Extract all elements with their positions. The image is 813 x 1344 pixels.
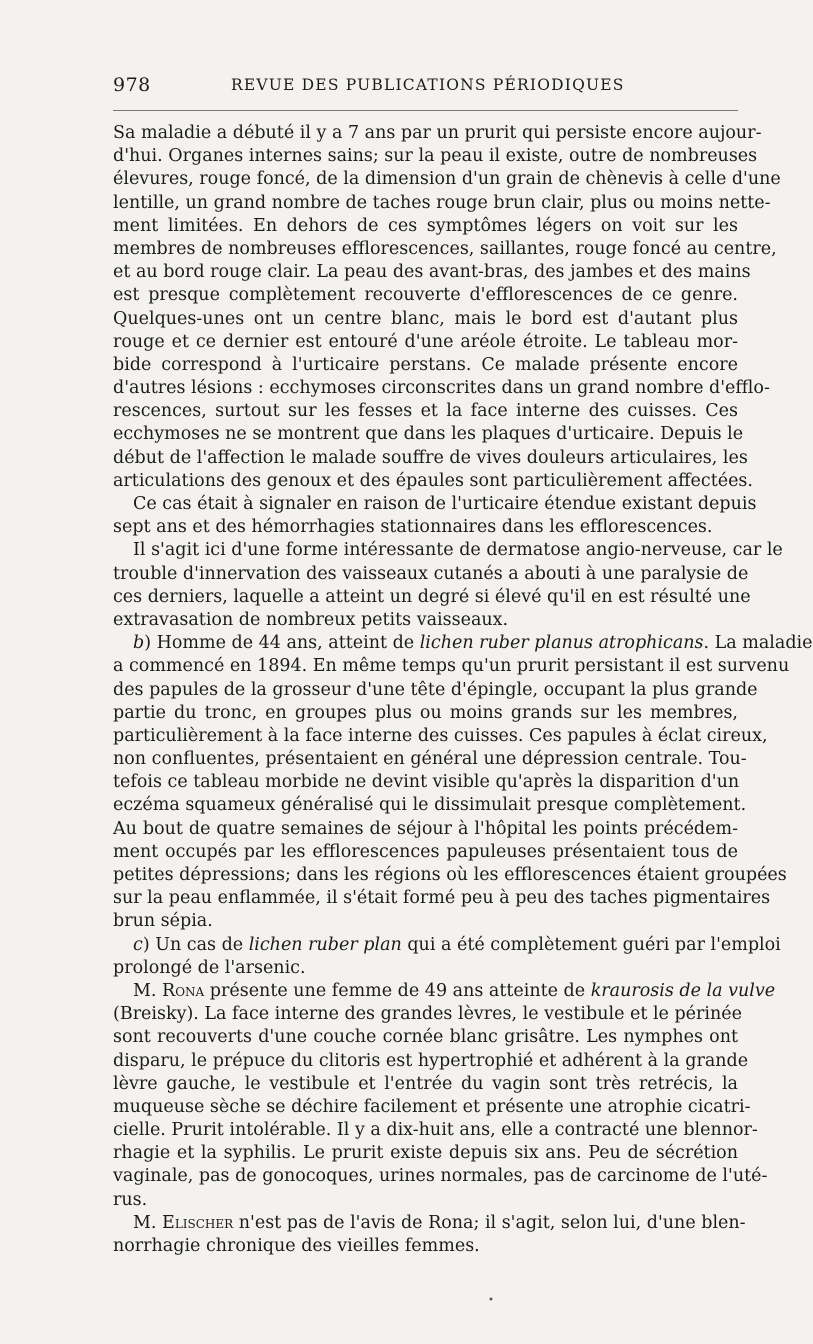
text-line (113, 864, 787, 887)
text-run: et au bord rouge clair. La peau des avant-bras, des jambes et des mains (113, 262, 751, 283)
text-run: brun sépia. (113, 911, 213, 932)
text-line (113, 1119, 758, 1142)
text-line (113, 539, 783, 562)
text-run: élevures, rouge foncé, de la dimension d'un grain de chènevis à celle d'une (113, 169, 781, 190)
text-line (113, 168, 781, 191)
text-line (113, 1003, 742, 1026)
text-line (113, 331, 738, 354)
text-run: sur la peau enflammée, il s'était formé peu à peu des taches pigmentaires (113, 888, 771, 909)
text-run: rescences, surtout sur les fesses et la face interne des cuisses. Ces (113, 401, 738, 422)
text-run: n'est pas de l'avis de Rona; il s'agit, selon lui, d'une blen- (233, 1212, 746, 1233)
text-run: (Breisky). La face interne des grandes lèvres, le vestibule et le périnée (113, 1004, 742, 1025)
text-run: articulations des genoux et des épaules sont particulièrement affectées. (113, 470, 753, 491)
text-line (113, 1212, 746, 1235)
text-line (113, 957, 738, 980)
text-run: qui a été complètement guéri par l'emploi (401, 934, 781, 955)
text-run: Sa maladie a débuté il y a 7 ans par un prurit qui persiste encore aujour- (113, 123, 762, 143)
text-run: membres de nombreuses efflorescences, saillantes, rouge foncé au centre, (113, 238, 777, 259)
text-run: ment limitées. En dehors de ces symptômes légers on voit sur les (113, 215, 738, 236)
text-line (113, 934, 781, 957)
text-line (113, 563, 749, 586)
italic-term: kraurosis de la vulve (590, 980, 776, 1001)
text-line (113, 493, 757, 516)
text-run: Au bout de quatre semaines de séjour à l'hôpital les points précédem- (113, 818, 738, 839)
author-name: Elischer (162, 1212, 234, 1233)
text-line (113, 1096, 751, 1119)
text-run: eczéma squameux généralisé qui le dissimulait presque complètement. (113, 795, 747, 816)
italic-term: b (133, 633, 145, 654)
text-run: rus. (113, 1189, 148, 1210)
text-run: disparu, le prépuce du clitoris est hypertrophié et adhérent à la grande (113, 1050, 749, 1071)
text-line (113, 423, 744, 446)
text-run: vaginale, pas de gonocoques, urines normales, pas de carcinome de l'uté- (113, 1166, 768, 1187)
text-run: tefois ce tableau morbide ne devint visible qu'après la disparition d'un (113, 772, 740, 793)
text-line (113, 400, 738, 423)
text-run: particulièrement à la face interne des cuisses. Ces papules à éclat cireux, (113, 725, 768, 746)
footer-mark: • (488, 1295, 494, 1306)
text-run: d'hui. Organes internes sains; sur la peau il existe, outre de nombreuses (113, 146, 758, 167)
text-line (113, 1189, 738, 1212)
text-run: Ce cas était à signaler en raison de l'urticaire étendue existant depuis (133, 494, 757, 514)
text-line (113, 702, 738, 725)
text-line (113, 841, 738, 864)
text-run: sont recouverts d'une couche cornée blanc grisâtre. Les nymphes ont (113, 1027, 738, 1048)
text-line (113, 354, 738, 377)
text-run: ecchymoses ne se montrent que dans les plaques d'urticaire. Depuis le (113, 424, 744, 445)
text-run: partie du tronc, en groupes plus ou moins grands sur les membres, (113, 702, 738, 723)
text-line (113, 818, 738, 841)
text-run: cielle. Prurit intolérable. Il y a dix-huit ans, elle a contracté une blennor- (113, 1120, 758, 1141)
text-run: ) Homme de 44 ans, atteint de (144, 633, 420, 654)
text-run: est presque complètement recouverte d'efflorescences de ce genre. (113, 285, 738, 306)
text-run: a commencé en 1894. En même temps qu'un prurit persistant il est survenu (113, 656, 790, 677)
text-run: ces derniers, laquelle a atteint un degré si élevé qu'il en est résulté une (113, 586, 751, 607)
page-number: 978 (113, 74, 151, 96)
text-run: des papules de la grosseur d'une tête d'épingle, occupant la plus grande (113, 679, 758, 700)
text-run: début de l'affection le malade souffre de vives douleurs articulaires, les (113, 447, 748, 468)
text-run: présente une femme de 49 ans atteinte de (204, 980, 591, 1001)
text-run: rouge et ce dernier est entouré d'une aréole étroite. Le tableau mor- (113, 331, 738, 352)
text-run: non confluentes, présentaient en général une dépression centrale. Tou- (113, 749, 747, 770)
running-title: REVUE DES PUBLICATIONS PÉRIODIQUES (231, 76, 625, 94)
text-run: M. (133, 1212, 163, 1233)
text-line (113, 1235, 738, 1258)
text-line (113, 910, 738, 933)
text-line (113, 586, 751, 609)
text-run: prolongé de l'arsenic. (113, 957, 306, 978)
text-run: norrhagie chronique des vieilles femmes. (113, 1236, 480, 1256)
text-line (113, 980, 776, 1003)
text-line (113, 609, 738, 632)
text-line (113, 215, 738, 238)
text-run: lèvre gauche, le vestibule et l'entrée du vagin sont très retrécis, la (113, 1073, 738, 1094)
text-run: Quelques-unes ont un centre blanc, mais le bord est d'autant plus (113, 308, 738, 329)
text-run: M. (133, 980, 163, 1001)
body-text (113, 122, 813, 1258)
text-line (113, 1050, 749, 1073)
text-line (113, 377, 770, 400)
header-rule (113, 110, 738, 111)
text-run: ment occupés par les efflorescences papuleuses présentaient tous de (113, 841, 738, 862)
text-line (113, 679, 758, 702)
text-line (113, 145, 758, 168)
italic-term: lichen ruber planus atrophicans (419, 633, 704, 654)
text-line (113, 308, 738, 331)
text-run: lentille, un grand nombre de taches rouge brun clair, plus ou moins nette- (113, 192, 771, 213)
text-line (113, 470, 753, 493)
text-line (113, 748, 747, 771)
text-run: Il s'agit ici d'une forme intéressante de dermatose angio-nerveuse, car le (133, 540, 783, 561)
text-run: extravasation de nombreux petits vaisseaux. (113, 609, 509, 630)
text-line (113, 238, 777, 261)
page-header (113, 74, 738, 104)
text-run: . La maladie (703, 633, 813, 654)
author-name: Rona (162, 980, 205, 1001)
text-line (113, 1073, 738, 1096)
text-line (113, 516, 738, 539)
text-line (113, 261, 751, 284)
text-run: ) Un cas de (142, 934, 249, 955)
text-run: muqueuse sèche se déchire facilement et présente une atrophie cicatri- (113, 1096, 751, 1117)
text-line (113, 771, 738, 794)
text-line (113, 1165, 768, 1188)
italic-term: c (133, 934, 143, 955)
text-line (113, 632, 813, 655)
text-run: petites dépressions; dans les régions où les efflorescences étaient groupées (113, 865, 787, 885)
text-line (113, 192, 771, 215)
text-line (113, 1142, 738, 1165)
text-line (113, 655, 790, 678)
text-run: d'autres lésions : ecchymoses circonscrites dans un grand nombre d'efflo- (113, 378, 770, 399)
text-line (113, 122, 762, 145)
text-line (113, 887, 771, 910)
text-run: rhagie et la syphilis. Le prurit existe depuis six ans. Peu de sécrétion (113, 1143, 738, 1164)
text-line (113, 1026, 738, 1049)
text-line (113, 794, 747, 817)
text-run: bide correspond à l'urticaire perstans. Ce malade présente encore (113, 354, 738, 375)
text-line (113, 725, 768, 748)
text-line (113, 447, 748, 470)
text-run: trouble d'innervation des vaisseaux cutanés a abouti à une paralysie de (113, 563, 749, 584)
text-line (113, 284, 738, 307)
text-run: sept ans et des hémorrhagies stationnaires dans les efflorescences. (113, 517, 713, 538)
italic-term: lichen ruber plan (248, 934, 402, 955)
